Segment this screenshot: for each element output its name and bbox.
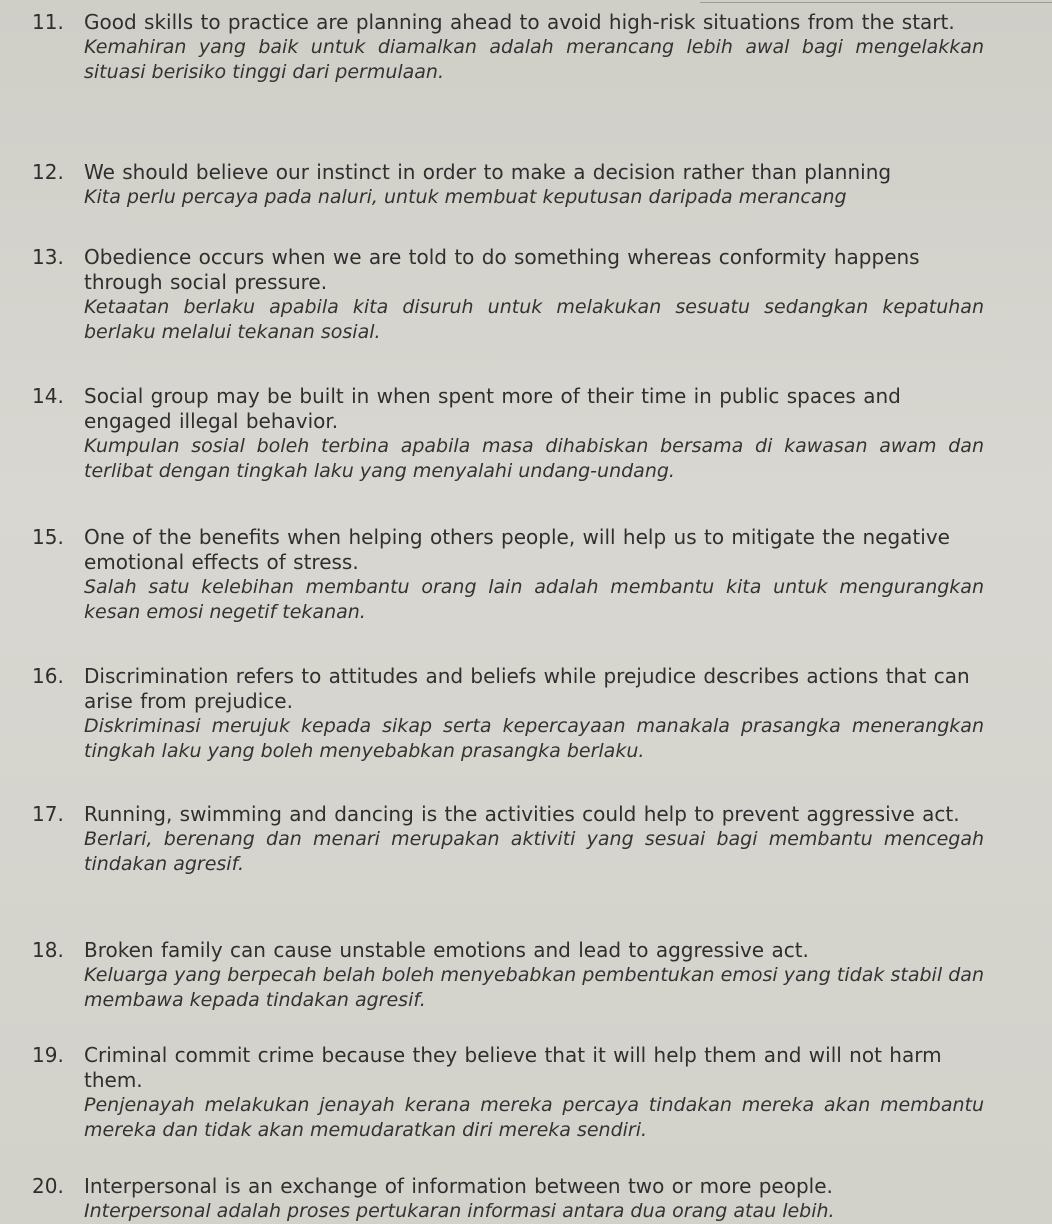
question-malay: Kita perlu percaya pada naluri, untuk membuat keputusan daripada merancang [84, 186, 847, 208]
question-number: 18. [32, 938, 64, 962]
question-english: Criminal commit crime because they believe that it will help them and will not harm them. [84, 1043, 942, 1092]
question-number: 19. [32, 1043, 64, 1067]
question-english: Social group may be built in when spent more of their time in public spaces and engaged illegal behavior. [84, 384, 901, 433]
question-number: 12. [32, 160, 64, 184]
question-number: 17. [32, 802, 64, 826]
question-20 [32, 1174, 984, 1224]
question-english: One of the benefits when helping others people, will help us to mitigate the negative emotional effects of stress. [84, 525, 950, 574]
question-english: Discrimination refers to attitudes and beliefs while prejudice describes actions that can arise from prejudice. [84, 664, 970, 713]
question-14 [32, 384, 984, 484]
question-english: Good skills to practice are planning ahead to avoid high-risk situations from the start. [84, 10, 955, 34]
question-malay: Salah satu kelebihan membantu orang lain adalah membantu kita untuk mengurangkan kesan emosi negetif tekanan. [84, 576, 984, 623]
question-17 [32, 802, 984, 877]
question-number: 16. [32, 664, 64, 688]
question-malay: Ketaatan berlaku apabila kita disuruh untuk melakukan sesuatu sedangkan kepatuhan berlaku melalui tekanan sosial. [84, 296, 984, 343]
question-12 [32, 160, 984, 210]
question-english: Interpersonal is an exchange of information between two or more people. [84, 1174, 833, 1198]
question-malay: Interpersonal adalah proses pertukaran informasi antara dua orang atau lebih. [84, 1200, 835, 1222]
question-number: 15. [32, 525, 64, 549]
question-malay: Diskriminasi merujuk kepada sikap serta kepercayaan manakala prasangka menerangkan tingkah laku yang boleh menyebabkan prasangka berlaku. [84, 715, 984, 762]
question-malay: Keluarga yang berpecah belah boleh menyebabkan pembentukan emosi yang tidak stabil dan membawa kepada tindakan agresif. [84, 964, 984, 1011]
question-malay: Berlari, berenang dan menari merupakan aktiviti yang sesuai bagi membantu mencegah tindakan agresif. [84, 828, 984, 875]
question-19 [32, 1043, 984, 1143]
question-number: 13. [32, 245, 64, 269]
question-malay: Penjenayah melakukan jenayah kerana mereka percaya tindakan mereka akan membantu mereka dan tidak akan memudaratkan diri mereka sendiri. [84, 1094, 984, 1141]
question-18 [32, 938, 984, 1013]
question-11 [32, 10, 984, 85]
question-number: 11. [32, 10, 64, 34]
question-16 [32, 664, 984, 764]
question-english: Broken family can cause unstable emotions and lead to aggressive act. [84, 938, 809, 962]
question-13 [32, 245, 984, 345]
page-edge-line [700, 2, 1052, 3]
question-malay: Kumpulan sosial boleh terbina apabila masa dihabiskan bersama di kawasan awam dan terlibat dengan tingkah laku yang menyalahi undang-undang. [84, 435, 984, 482]
question-number: 14. [32, 384, 64, 408]
question-english: Running, swimming and dancing is the activities could help to prevent aggressive act. [84, 802, 960, 826]
question-malay: Kemahiran yang baik untuk diamalkan adalah merancang lebih awal bagi mengelakkan situasi berisiko tinggi dari permulaan. [84, 36, 984, 83]
question-number: 20. [32, 1174, 64, 1198]
question-english: We should believe our instinct in order to make a decision rather than planning [84, 160, 892, 184]
question-english: Obedience occurs when we are told to do something whereas conformity happens through social pressure. [84, 245, 920, 294]
question-15 [32, 525, 984, 625]
